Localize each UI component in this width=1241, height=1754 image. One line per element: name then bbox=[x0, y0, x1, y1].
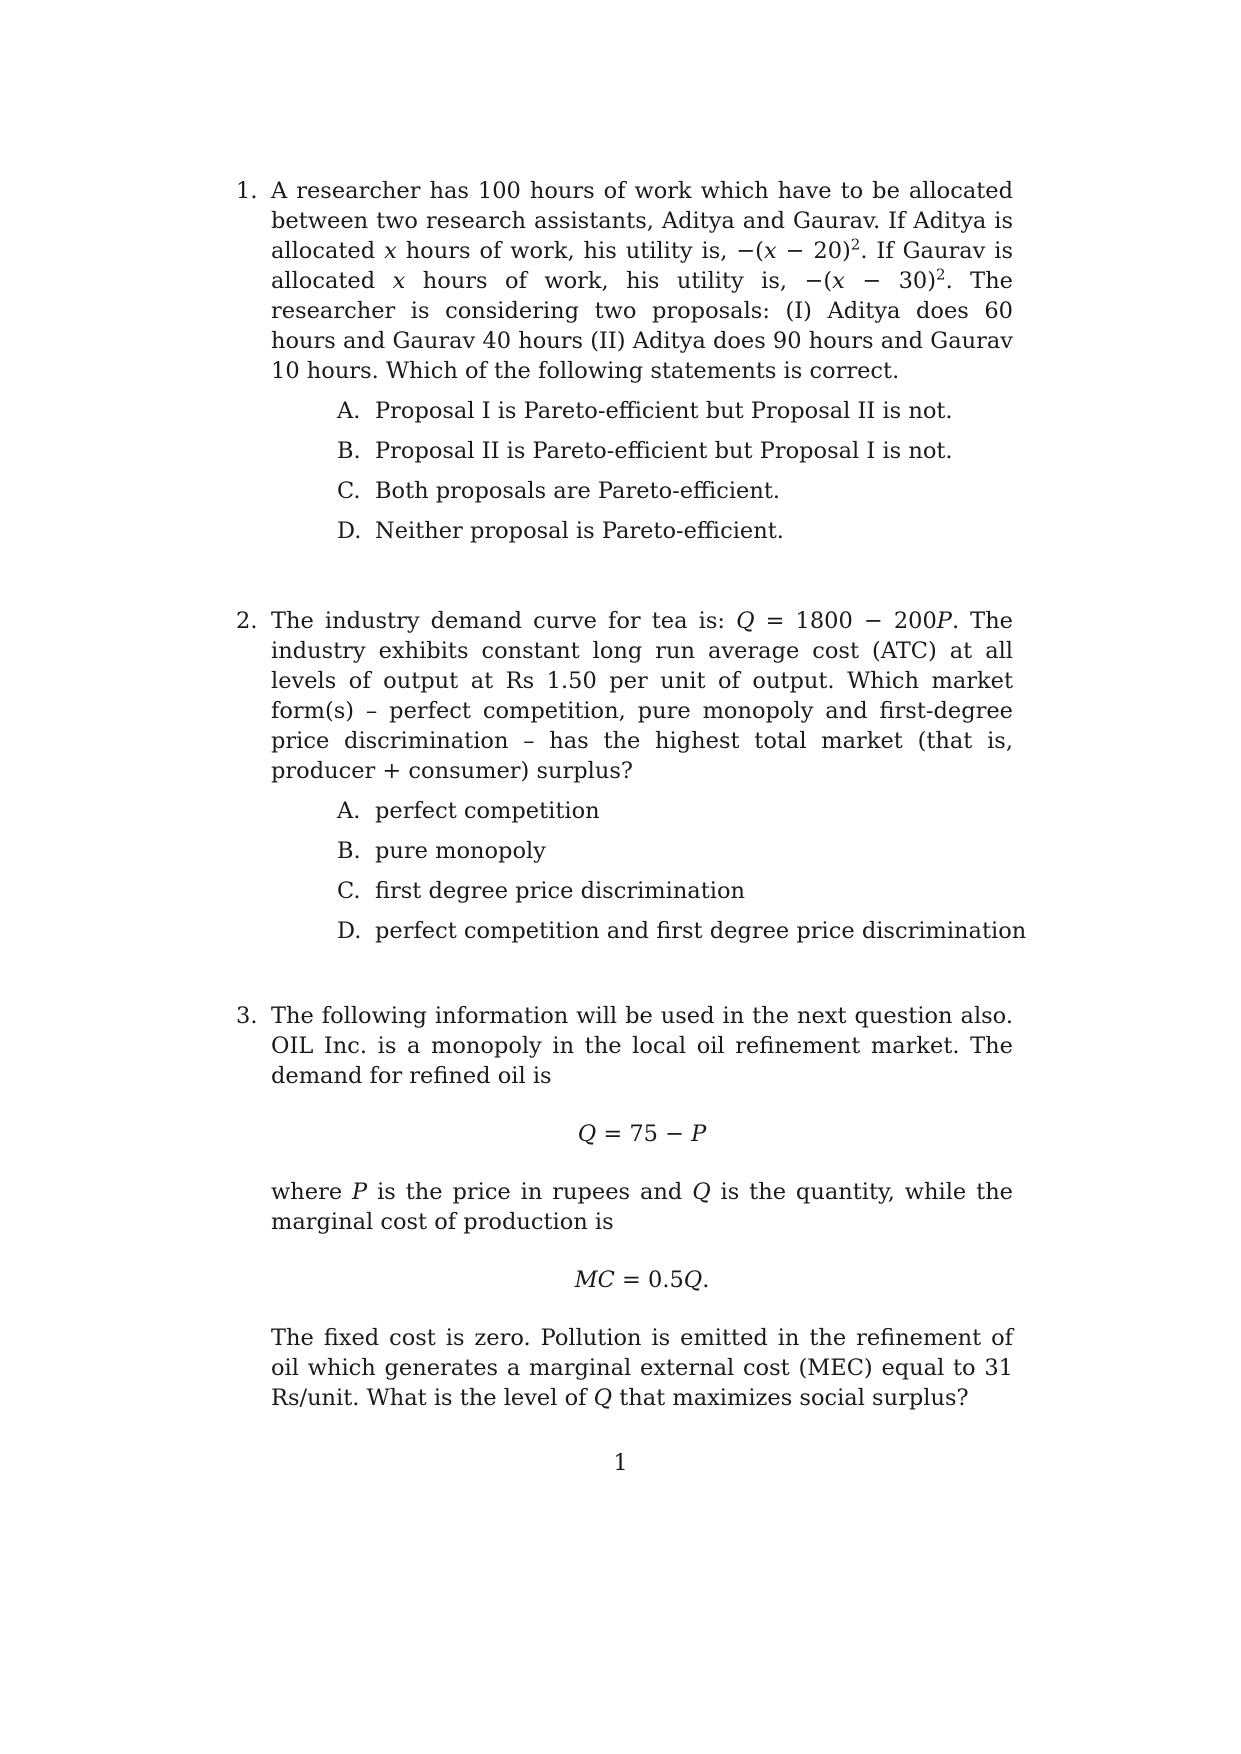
option-a: A. perfect competition bbox=[337, 798, 600, 824]
options-list bbox=[271, 396, 1013, 546]
option-b: B. pure monopoly bbox=[337, 838, 546, 864]
question-number: 3. bbox=[236, 1003, 258, 1029]
option-c: C. Both proposals are Pareto-efficient. bbox=[337, 478, 781, 504]
question-intro: The following information will be used in the next question also. OIL Inc. is a monopoly in the local oil refinement market. The demand for refined oil is bbox=[271, 1003, 1013, 1089]
question-2 bbox=[236, 606, 1027, 956]
question-closing-text: The fixed cost is zero. Pollution is emitted in the refinement of oil which generates a marginal external cost (MEC) equal to 31 Rs/unit. What is the level of Q that maximizes social surplus? bbox=[271, 1325, 1013, 1411]
question-1 bbox=[236, 176, 1014, 556]
question-3 bbox=[236, 1001, 1013, 1413]
option-d: D. Neither proposal is Pareto-efficient. bbox=[337, 518, 784, 544]
equation-demand: Q = 75 − P bbox=[577, 1121, 707, 1147]
option-a: A. Proposal I is Pareto-efficient but Proposal II is not. bbox=[337, 398, 953, 424]
question-number: 1. bbox=[236, 178, 258, 204]
option-c: C. first degree price discrimination bbox=[337, 878, 745, 904]
option-b: B. Proposal II is Pareto-efficient but Proposal I is not. bbox=[337, 438, 953, 464]
question-number: 2. bbox=[236, 608, 258, 634]
question-where-text: where P is the price in rupees and Q is the quantity, while the marginal cost of production is bbox=[271, 1179, 1013, 1235]
question-text: A researcher has 100 hours of work which have to be allocated between two research assistants, Aditya and Gaurav. If Aditya is allocated x hours of work, his utility is, $-(x - 20)^2$. If Gaurav is allocated x hours of work, his utility is, $-(x - 30)^2$. The researcher is considering two proposals: (I) Aditya does 60 hours and Gaurav 40 hours (II) Aditya does 90 hours and Gaurav 10 hours. Which of the following statements is correct. bbox=[271, 178, 1014, 384]
options-list bbox=[271, 796, 1027, 946]
equation-marginal-cost: MC = 0.5Q. bbox=[574, 1267, 710, 1293]
page-number: 1 bbox=[613, 1450, 628, 1476]
question-text: The industry demand curve for tea is: Q = 1800 − 200P. The industry exhibits constant long run average cost (ATC) at all levels of output at Rs 1.50 per unit of output. Which market form(s) – perfect competition, pure monopoly and first-degree price discrimination – has the highest total market (that is, producer + consumer) surplus? bbox=[271, 608, 1013, 784]
option-d: D. perfect competition and first degree price discrimination bbox=[337, 918, 1027, 944]
